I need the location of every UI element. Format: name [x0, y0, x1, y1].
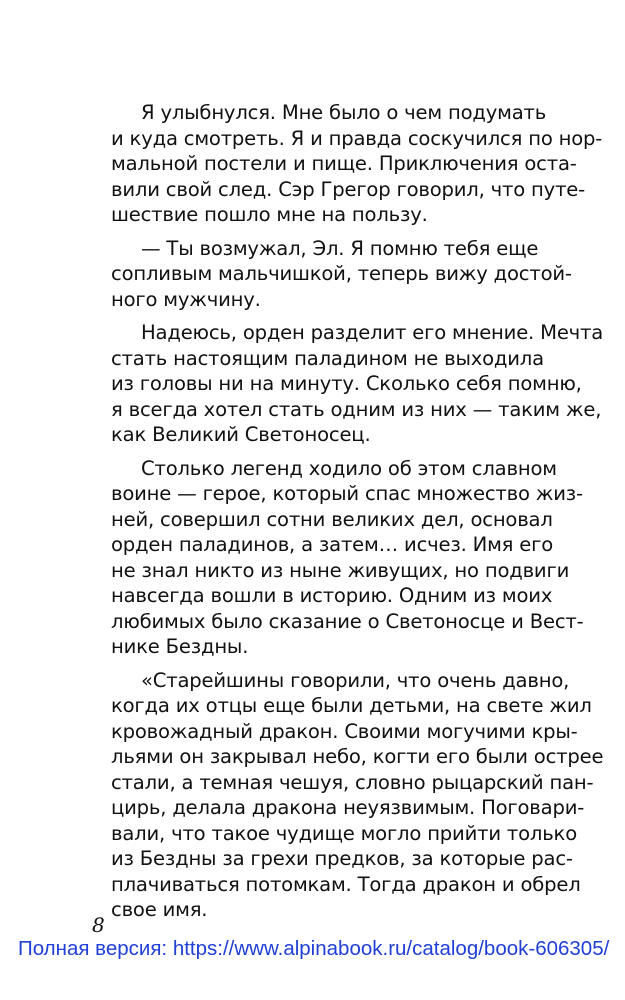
text-line: из Бездны за грехи предков, за которые рас- — [111, 847, 573, 870]
text-line: Я улыбнулся. Мне было о чем подумать — [141, 101, 547, 124]
text-line: Столько легенд ходило об этом славном — [141, 456, 557, 480]
full-version-link[interactable]: Полная версия: https://www.alpinabook.ru/catalog/book-606305/ — [18, 937, 610, 960]
text-line: нике Бездны. — [111, 635, 249, 658]
paragraph — [111, 320, 604, 448]
text-line: свое имя. — [111, 898, 208, 921]
body-text — [111, 100, 604, 931]
text-line: как Великий Светоносец. — [111, 423, 371, 446]
text-line: шествие пошло мне на пользу. — [111, 203, 428, 226]
paragraph — [111, 668, 604, 923]
text-line: любимых было сказание о Светоносце и Вест- — [111, 609, 584, 633]
paragraph — [111, 236, 572, 313]
page-number: 8 — [92, 913, 105, 937]
text-line: вили свой след. Сэр Грегор говорил, что путе- — [111, 177, 586, 201]
text-line: ного мужчину. — [111, 287, 261, 311]
text-line: стали, а темная чешуя, словно рыцарский пан- — [111, 770, 594, 794]
text-line: орден паладинов, а затем… исчез. Имя его — [111, 533, 554, 556]
text-line: я всегда хотел стать одним из них — таким же, — [111, 397, 602, 421]
text-line: не знал никто из ныне живущих, но подвиги — [111, 558, 570, 582]
text-line: льями он закрывал небо, когти его были острее — [111, 745, 604, 768]
text-line: «Старейшины говорили, что очень давно, — [141, 668, 570, 692]
text-line: стать настоящим паладином не выходила — [111, 346, 544, 370]
text-line: сопливым мальчишкой, теперь вижу достой- — [111, 262, 572, 285]
paragraph — [111, 100, 603, 228]
text-line: мальной постели и пище. Приключения оста- — [111, 152, 577, 175]
text-line: плачиваться потомкам. Тогда дракон и обрел — [111, 872, 581, 896]
text-line: Надеюсь, орден разделит его мнение. Мечта — [141, 321, 604, 344]
text-line: кровожадный дракон. Своими могучими кры- — [111, 719, 578, 743]
text-line: из головы ни на минуту. Сколько себя помню, — [111, 372, 582, 395]
text-line: и куда смотреть. Я и правда соскучился по нор- — [111, 126, 603, 150]
text-line: — Ты возмужал, Эл. Я помню тебя еще — [141, 236, 539, 260]
text-line: цирь, делала дракона неуязвимым. Поговари- — [111, 796, 585, 819]
text-line: когда их отцы еще были детьми, на свете жил — [111, 694, 592, 717]
text-line: воине — герое, который спас множество жиз- — [111, 482, 583, 505]
text-line: вали, что такое чудище могло прийти только — [111, 821, 577, 845]
text-line: навсегда вошли в историю. Одним из моих — [111, 584, 553, 607]
paragraph — [111, 456, 584, 660]
text-line: ней, совершил сотни великих дел, основал — [111, 507, 553, 531]
